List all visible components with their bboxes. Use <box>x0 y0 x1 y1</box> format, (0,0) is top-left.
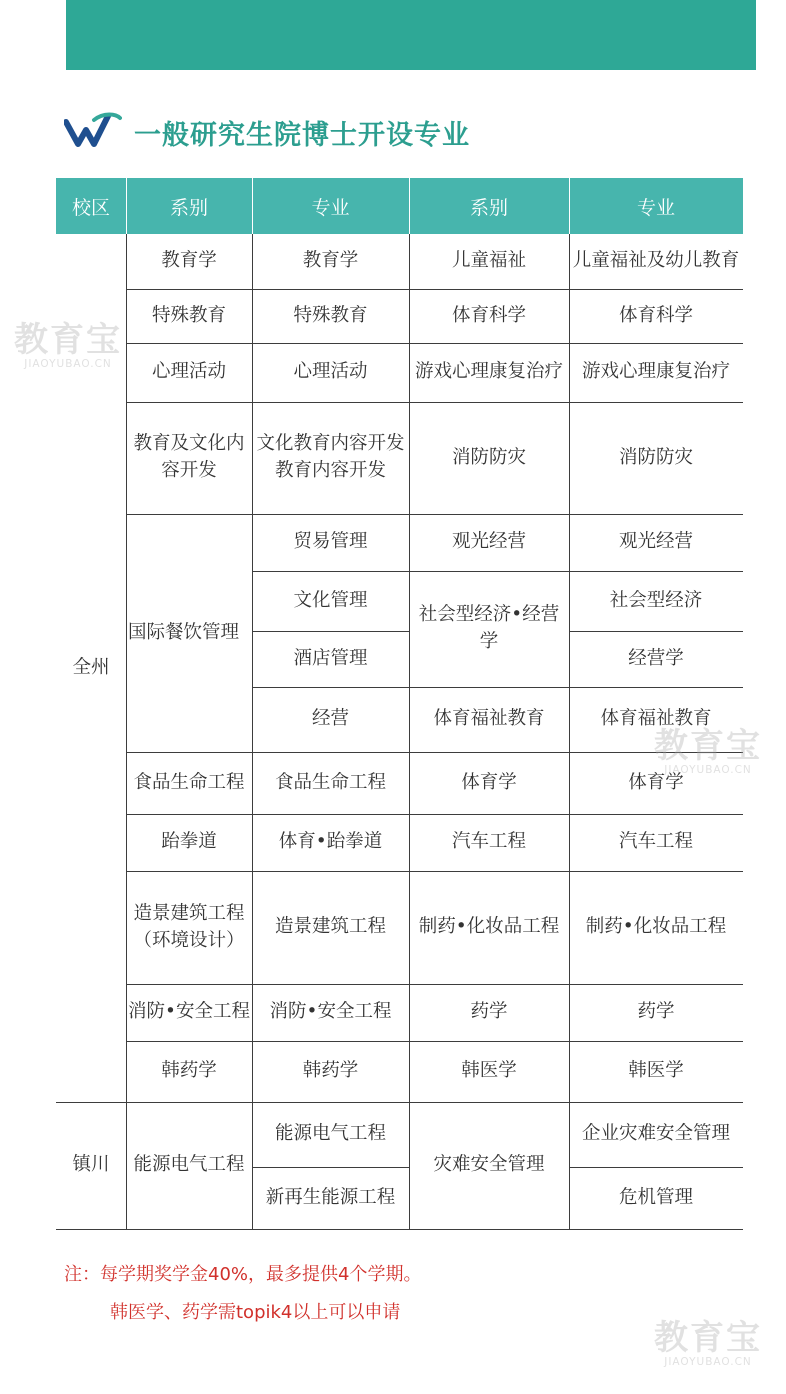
major-cell: 体育科学 <box>618 304 693 326</box>
major-cell: 酒店管理 <box>293 647 368 669</box>
major-cell: 汽车工程 <box>618 831 693 853</box>
dept-cell: 消防防灾 <box>451 446 526 468</box>
major-cell: 体育•跆拳道 <box>278 831 383 853</box>
major-cell: 能源电气工程 <box>274 1123 386 1145</box>
dept-cell: 儿童福祉 <box>451 250 526 272</box>
dept-cell: 体育学 <box>461 771 517 793</box>
dept-cell: 食品生命工程 <box>133 771 245 793</box>
major-cell: 消防防灾 <box>618 446 693 468</box>
dept-cell: 汽车工程 <box>451 831 526 853</box>
dept-cell: 消防•安全工程 <box>128 1001 250 1023</box>
major-cell: 文化教育内容开发 教育内容开发 <box>256 433 405 481</box>
dept-cell: 体育福祉教育 <box>433 708 545 730</box>
major-cell: 药学 <box>637 1001 675 1023</box>
note-topik: 韩医学、药学需topik4以上可以申请 <box>110 1302 401 1323</box>
major-cell: 儿童福祉及幼儿教育 <box>572 250 740 272</box>
majors-table <box>56 178 743 1230</box>
watermark-text: 教育宝 <box>654 726 762 766</box>
dept-cell: 造景建筑工程 （环境设计） <box>133 902 245 951</box>
watermark-subtext: JIAOYUBAO.CN <box>664 1356 752 1368</box>
major-cell: 社会型经济 <box>609 589 703 611</box>
notes <box>64 1256 421 1332</box>
major-cell: 体育学 <box>628 771 684 793</box>
major-cell: 经营学 <box>628 647 684 669</box>
dept-cell: 体育科学 <box>451 304 526 326</box>
major-cell: 特殊教育 <box>293 304 368 326</box>
dept-cell: 韩药学 <box>161 1060 217 1082</box>
top-banner <box>66 0 756 70</box>
watermark-subtext: JIAOYUBAO.CN <box>24 358 112 370</box>
major-cell: 游戏心理康复治疗 <box>581 361 730 383</box>
major-cell: 新再生能源工程 <box>265 1186 396 1208</box>
major-cell: 贸易管理 <box>293 531 368 553</box>
dept-cell: 韩医学 <box>461 1060 517 1082</box>
major-cell: 韩医学 <box>628 1060 684 1082</box>
header-major-2: 专业 <box>636 196 675 219</box>
major-cell: 体育福祉教育 <box>600 708 712 730</box>
watermark-subtext: JIAOYUBAO.CN <box>664 764 752 776</box>
header-divider <box>126 178 127 234</box>
grid-line <box>56 1229 743 1230</box>
page-title: 一般研究生院博士开设专业 <box>134 120 470 151</box>
header-dept-1: 系别 <box>169 196 208 219</box>
dept-cell: 观光经营 <box>451 531 526 553</box>
major-cell: 心理活动 <box>293 361 368 383</box>
header-divider <box>569 178 570 234</box>
header-dept-2: 系别 <box>469 196 508 219</box>
major-cell: 消防•安全工程 <box>269 1001 392 1023</box>
logo-icon <box>64 110 122 148</box>
dept-cell: 制药•化妆品工程 <box>418 916 560 938</box>
dept-cell: 灾难安全管理 <box>433 1154 545 1176</box>
campus-quanzhou: 全州 <box>72 656 110 678</box>
dept-cell: 国际餐饮管理 <box>128 621 240 643</box>
dept-cell: 教育及文化内 容开发 <box>133 433 245 481</box>
dept-cell: 药学 <box>470 1001 508 1023</box>
watermark <box>654 1320 762 1368</box>
header-campus: 校区 <box>71 196 110 219</box>
watermark-text: 教育宝 <box>654 1318 762 1358</box>
major-cell: 经营 <box>311 708 349 730</box>
watermark-text: 教育宝 <box>14 320 122 360</box>
note-scholarship: 注：每学期奖学金40%，最多提供4个学期。 <box>64 1264 422 1285</box>
dept-cell: 教育学 <box>161 250 217 272</box>
major-cell: 企业灾难安全管理 <box>581 1123 730 1145</box>
dept-cell: 特殊教育 <box>151 304 226 326</box>
major-cell: 造景建筑工程 <box>274 916 386 938</box>
major-cell: 观光经营 <box>618 531 693 553</box>
major-cell: 韩药学 <box>302 1060 359 1082</box>
dept-cell: 心理活动 <box>151 361 226 383</box>
major-cell: 制药•化妆品工程 <box>585 916 727 938</box>
dept-cell: 游戏心理康复治疗 <box>414 361 563 383</box>
major-cell: 文化管理 <box>293 589 368 611</box>
header-divider <box>409 178 410 234</box>
major-cell: 食品生命工程 <box>274 771 386 793</box>
campus-zhenchuan: 镇川 <box>72 1154 110 1176</box>
dept-cell: 跆拳道 <box>161 831 217 853</box>
dept-cell: 能源电气工程 <box>133 1154 245 1176</box>
dept-cell: 社会型经济•经营学 <box>418 604 560 652</box>
major-cell: 教育学 <box>302 250 359 272</box>
header-major-1: 专业 <box>311 196 350 219</box>
header-divider <box>252 178 253 234</box>
major-cell: 危机管理 <box>618 1186 693 1208</box>
